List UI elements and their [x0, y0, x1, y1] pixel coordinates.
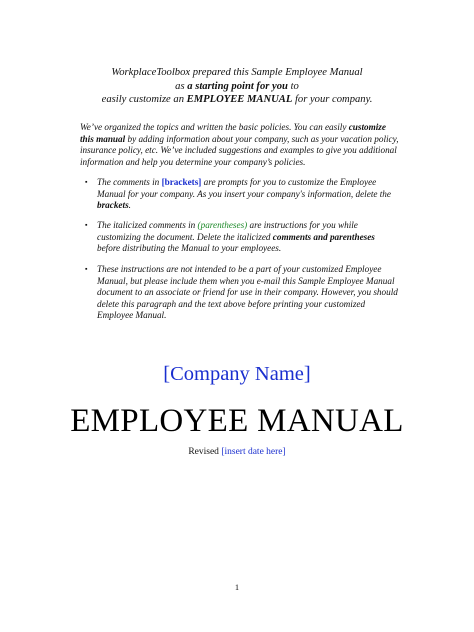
bullet-list-2 — [80, 220, 400, 255]
intro-line-1: WorkplaceToolbox prepared this Sample Employee Manual — [111, 67, 363, 78]
intro-block — [0, 66, 474, 107]
bullet-marker-icon: ▪ — [85, 265, 88, 273]
bullet-2-bold: comments and parentheses — [272, 231, 375, 242]
intro-line-3-pre: easily customize an — [101, 94, 187, 106]
page-number: 1 — [234, 582, 240, 592]
bullet-2-pre: The italicized comments in — [97, 220, 198, 230]
bullet-1-bold: brackets — [97, 200, 129, 211]
intro-line-2-pre: as — [175, 80, 188, 92]
intro-line-2 — [0, 80, 474, 94]
paragraph-customize: customize this manual — [80, 122, 386, 144]
revised-line — [0, 446, 474, 458]
intro-starting-point: a starting point for you — [187, 80, 288, 92]
revised-label: Revised — [188, 447, 222, 457]
bullet-2-mid: are instructions for you while customizing the document. Delete the italicized — [97, 220, 358, 242]
paragraph-post: by adding information about your company, such as your vacation policy, insurance policy, etc. We’ve included suggestions and examples to give you additional information and help you determine your company’s policies. — [80, 133, 399, 167]
instructions-paragraph — [80, 122, 400, 168]
intro-line-3-post: for your company. — [292, 94, 373, 106]
bullet-marker-icon: ▪ — [85, 221, 88, 229]
bullet-1-pre: The comments in — [97, 177, 162, 187]
bullet-instructions-note — [80, 264, 400, 322]
bullet-marker-icon: ▪ — [85, 178, 88, 186]
revised-date-placeholder: [insert date here] — [221, 447, 286, 457]
intro-employee-manual: EMPLOYEE MANUAL — [186, 94, 293, 106]
bullet-2-post: before distributing the Manual to your employees. — [97, 243, 282, 254]
bullet-3-text: These instructions are not intended to be a part of your customized Employee Manual, but please include them when you e-mail this Sample Employee Manual document to an associate or friend for use in their company. However, you should delete this paragraph and the text above before printing your customized Employee Manual. — [97, 264, 398, 321]
paragraph-pre: We’ve organized the topics and written the basic policies. You can easily — [80, 122, 349, 132]
bullet-brackets — [80, 177, 400, 212]
bullet-1-mid: are prompts for you to customize the Employee Manual for your company. As you insert your company's information, delete the — [97, 177, 391, 199]
document-title: EMPLOYEE MANUAL — [70, 403, 404, 439]
parentheses-label: (parentheses) — [197, 220, 248, 230]
bullet-list-1 — [80, 177, 400, 212]
company-name-placeholder: [Company Name] — [163, 363, 311, 385]
bullet-parentheses — [80, 220, 400, 255]
intro-line-2-post: to — [287, 80, 299, 92]
intro-line-3 — [0, 93, 474, 107]
bullet-1-post: . — [128, 200, 131, 211]
bullet-list-3 — [80, 264, 400, 322]
brackets-label: [brackets] — [161, 177, 202, 187]
